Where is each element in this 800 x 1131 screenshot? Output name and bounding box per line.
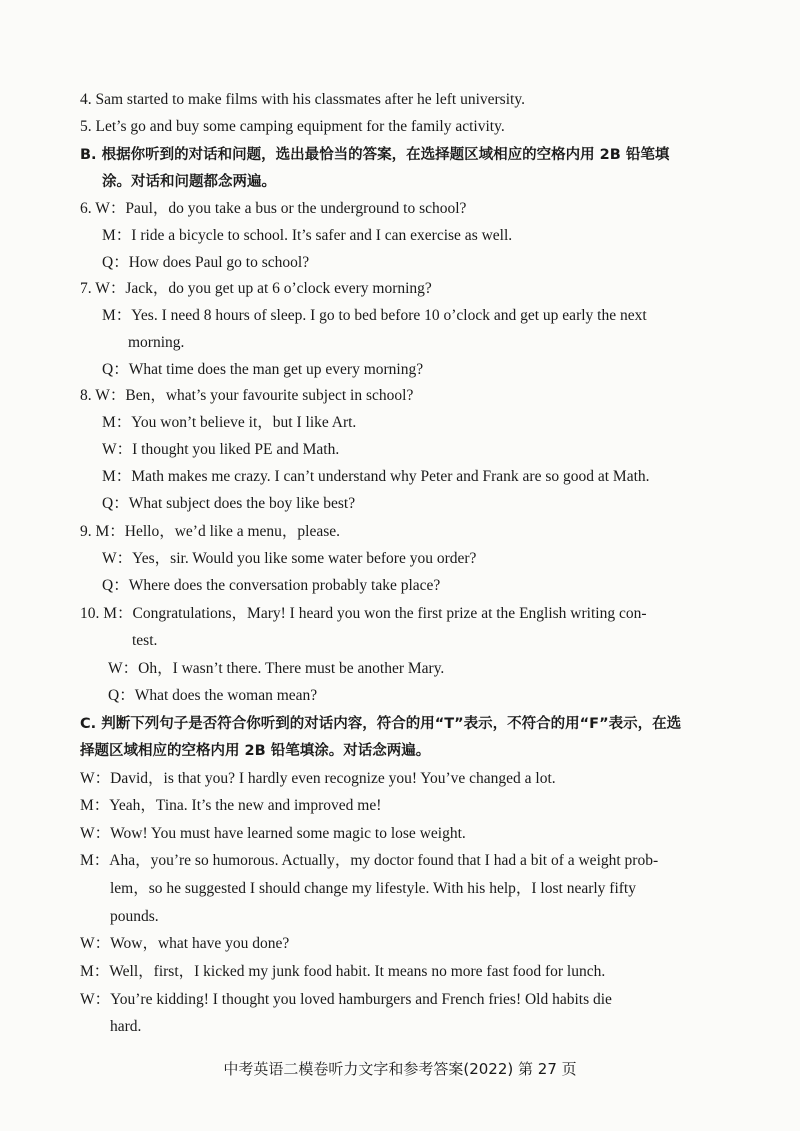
dialogue-line: M：Well，first，I kicked my junk food habit. It means no more fast food for lunch. bbox=[80, 963, 606, 980]
section-c-heading: C. 判断下列句子是否符合你听到的对话内容，符合的用“T”表示，不符合的用“F”表示，在选 bbox=[80, 716, 682, 732]
item-7-q: Q：What time does the man get up every morning? bbox=[102, 361, 424, 378]
item-8-w: 8. W：Ben，what’s your favourite subject in school? bbox=[80, 387, 414, 404]
item-7-m-cont: morning. bbox=[128, 334, 185, 351]
dialogue-line-cont: pounds. bbox=[110, 908, 159, 925]
item-7-m: M：Yes. I need 8 hours of sleep. I go to bed before 10 o’clock and get up early the next bbox=[102, 307, 647, 324]
item-7-w: 7. W：Jack，do you get up at 6 o’clock every morning? bbox=[80, 280, 432, 297]
item-5-line: 5. Let’s go and buy some camping equipment for the family activity. bbox=[80, 118, 505, 135]
item-6-m: M：I ride a bicycle to school. It’s safer and I can exercise as well. bbox=[102, 227, 513, 244]
item-10-q: Q：What does the woman mean? bbox=[108, 687, 318, 704]
dialogue-line: W：Wow! You must have learned some magic to lose weight. bbox=[80, 825, 466, 842]
dialogue-line-cont: hard. bbox=[110, 1018, 142, 1035]
item-8-q: Q：What subject does the boy like best? bbox=[102, 495, 356, 512]
page-footer: 中考英语二模卷听力文字和参考答案(2022) 第 27 页 bbox=[223, 1060, 577, 1078]
dialogue-line: M：Aha，you’re so humorous. Actually，my doctor found that I had a bit of a weight prob- bbox=[80, 852, 659, 869]
item-10-w: W：Oh，I wasn’t there. There must be another Mary. bbox=[108, 660, 445, 677]
dialogue-line: W：You’re kidding! I thought you loved hamburgers and French fries! Old habits die bbox=[80, 991, 612, 1008]
item-6-w: 6. W：Paul，do you take a bus or the underground to school? bbox=[80, 200, 467, 217]
item-4-line: 4. Sam started to make films with his classmates after he left university. bbox=[80, 91, 525, 108]
dialogue-line: M：Yeah，Tina. It’s the new and improved me! bbox=[80, 797, 382, 814]
item-9-w: W：Yes，sir. Would you like some water before you order? bbox=[102, 550, 477, 567]
item-8-m1: M：You won’t believe it，but I like Art. bbox=[102, 414, 357, 431]
dialogue-line: W：Wow，what have you done? bbox=[80, 935, 290, 952]
item-8-w2: W：I thought you liked PE and Math. bbox=[102, 441, 340, 458]
section-b-heading-cont: 涂。对话和问题都念两遍。 bbox=[102, 174, 276, 190]
item-10-m: 10. M：Congratulations，Mary! I heard you won the first prize at the English writing con- bbox=[80, 605, 647, 622]
section-b-heading: B. 根据你听到的对话和问题，选出最恰当的答案，在选择题区域相应的空格内用 2B 铅笔填 bbox=[80, 147, 670, 163]
item-9-q: Q：Where does the conversation probably take place? bbox=[102, 577, 441, 594]
section-c-heading-cont: 择题区域相应的空格内用 2B 铅笔填涂。对话念两遍。 bbox=[80, 743, 431, 759]
dialogue-line: W：David，is that you? I hardly even recognize you! You’ve changed a lot. bbox=[80, 770, 556, 787]
dialogue-line-cont: lem，so he suggested I should change my lifestyle. With his help，I lost nearly fifty bbox=[110, 880, 636, 897]
item-8-m2: M：Math makes me crazy. I can’t understand why Peter and Frank are so good at Math. bbox=[102, 468, 650, 485]
item-10-m-cont: test. bbox=[132, 632, 158, 649]
item-9-m: 9. M：Hello，we’d like a menu，please. bbox=[80, 523, 340, 540]
item-6-q: Q：How does Paul go to school? bbox=[102, 254, 310, 271]
